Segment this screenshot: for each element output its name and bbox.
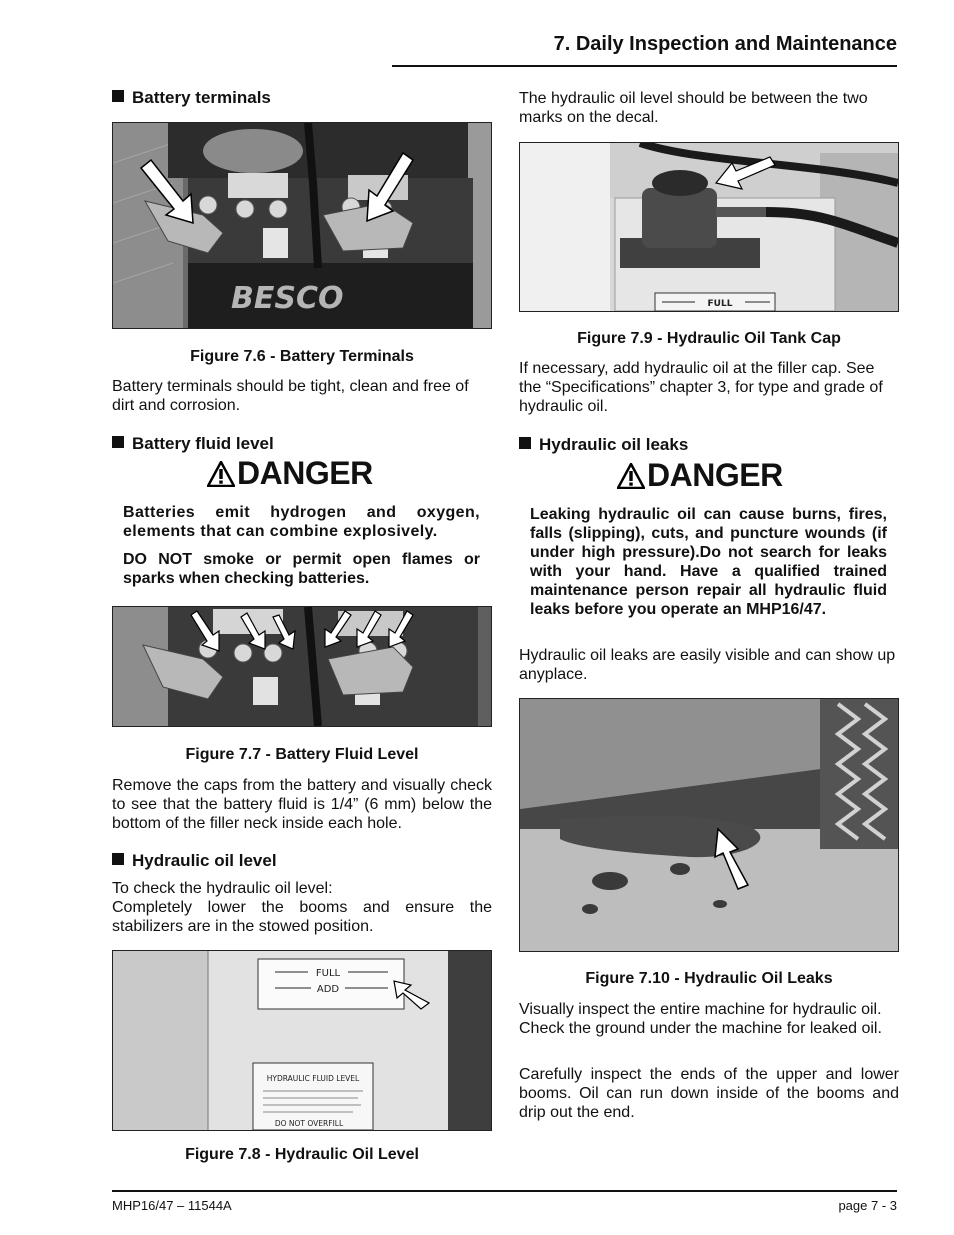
hydraulic-oil-leaks-photo (519, 698, 899, 952)
label-title-text: HYDRAULIC FLUID LEVEL (266, 1074, 360, 1083)
label-warning-text: DO NOT OVERFILL (274, 1119, 344, 1128)
figure-caption-7-10: Figure 7.10 - Hydraulic Oil Leaks (585, 970, 833, 987)
inspect-booms-text: Carefully inspect the ends of the upper and lower booms. Oil can run down inside of the booms and drip out the end. (519, 1066, 899, 1121)
square-bullet-icon (112, 436, 124, 448)
decal-add-text: ADD (316, 984, 340, 995)
hydraulic-tank-cap-photo (519, 142, 899, 312)
hydraulic-level-text: Completely lower the booms and ensure the stabilizers are in the stowed position. (112, 899, 492, 935)
footer-rule (112, 1190, 897, 1192)
page-header-title: 7. Daily Inspection and Maintenance (553, 33, 897, 55)
danger-text-batteries-emit: Batteries emit hydrogen and oxygen, elements that can combine explosively. (123, 504, 480, 540)
danger-heading-battery: DANGER (207, 455, 373, 492)
footer-page-number: page 7 - 3 (838, 1198, 897, 1213)
section-heading-battery-fluid: Battery fluid level (112, 434, 492, 454)
section-heading-hydraulic-leaks: Hydraulic oil leaks (519, 435, 899, 455)
hydraulic-leaks-text: Hydraulic oil leaks are easily visible and can show up anyplace. (519, 647, 896, 683)
battery-fluid-photo (112, 606, 492, 727)
section-heading-hydraulic-level: Hydraulic oil level (112, 851, 492, 871)
section-heading-battery-terminals: Battery terminals (112, 88, 492, 108)
figure-caption-7-9: Figure 7.9 - Hydraulic Oil Tank Cap (577, 330, 841, 347)
danger-text-hydraulic-leaks: Leaking hydraulic oil can cause burns, fires, falls (slipping), cuts, and puncture wounds (if under high pressure).Do not search for leaks with your hand. Have a qualified trained maintenance person repair all hydraulic fluid leaks before you operate an MHP16/47. (530, 506, 887, 618)
figure-caption-7-8: Figure 7.8 - Hydraulic Oil Level (185, 1146, 419, 1163)
square-bullet-icon (519, 437, 531, 449)
hydraulic-fill-text: If necessary, add hydraulic oil at the filler cap. See the “Specifications” chapter 3, for type and grade of hydraulic oil. (519, 360, 883, 415)
warning-triangle-icon (207, 461, 235, 487)
hydraulic-level-intro: To check the hydraulic oil level: (112, 880, 333, 897)
decal-full-text: FULL (315, 968, 341, 979)
hydraulic-oil-level-photo (112, 950, 492, 1131)
battery-terminals-text: Battery terminals should be tight, clean and free of dirt and corrosion. (112, 378, 469, 414)
inspect-machine-text: Visually inspect the entire machine for hydraulic oil. Check the ground under the machine for leaked oil. (519, 1001, 882, 1037)
footer-document-id: MHP16/47 – 11544A (112, 1198, 232, 1213)
danger-text-no-smoking: DO NOT smoke or permit open flames or sparks when checking batteries. (123, 551, 480, 587)
figure-caption-7-7: Figure 7.7 - Battery Fluid Level (185, 746, 419, 763)
danger-heading-hydraulic: DANGER (617, 457, 783, 494)
square-bullet-icon (112, 853, 124, 865)
battery-terminals-photo (112, 122, 492, 329)
header-rule (392, 65, 897, 67)
warning-triangle-icon (617, 463, 645, 489)
square-bullet-icon (112, 90, 124, 102)
battery-fluid-text: Remove the caps from the battery and visually check to see that the battery fluid is 1/4” (6 mm) below the bottom of the filler neck inside each hole. (112, 777, 492, 832)
tank-decal-full-text: FULL (707, 299, 733, 309)
figure-caption-7-6: Figure 7.6 - Battery Terminals (190, 348, 414, 365)
hydraulic-level-marks-text: The hydraulic oil level should be between the two marks on the decal. (519, 90, 868, 126)
battery-brand-text: BESCO (231, 281, 344, 316)
